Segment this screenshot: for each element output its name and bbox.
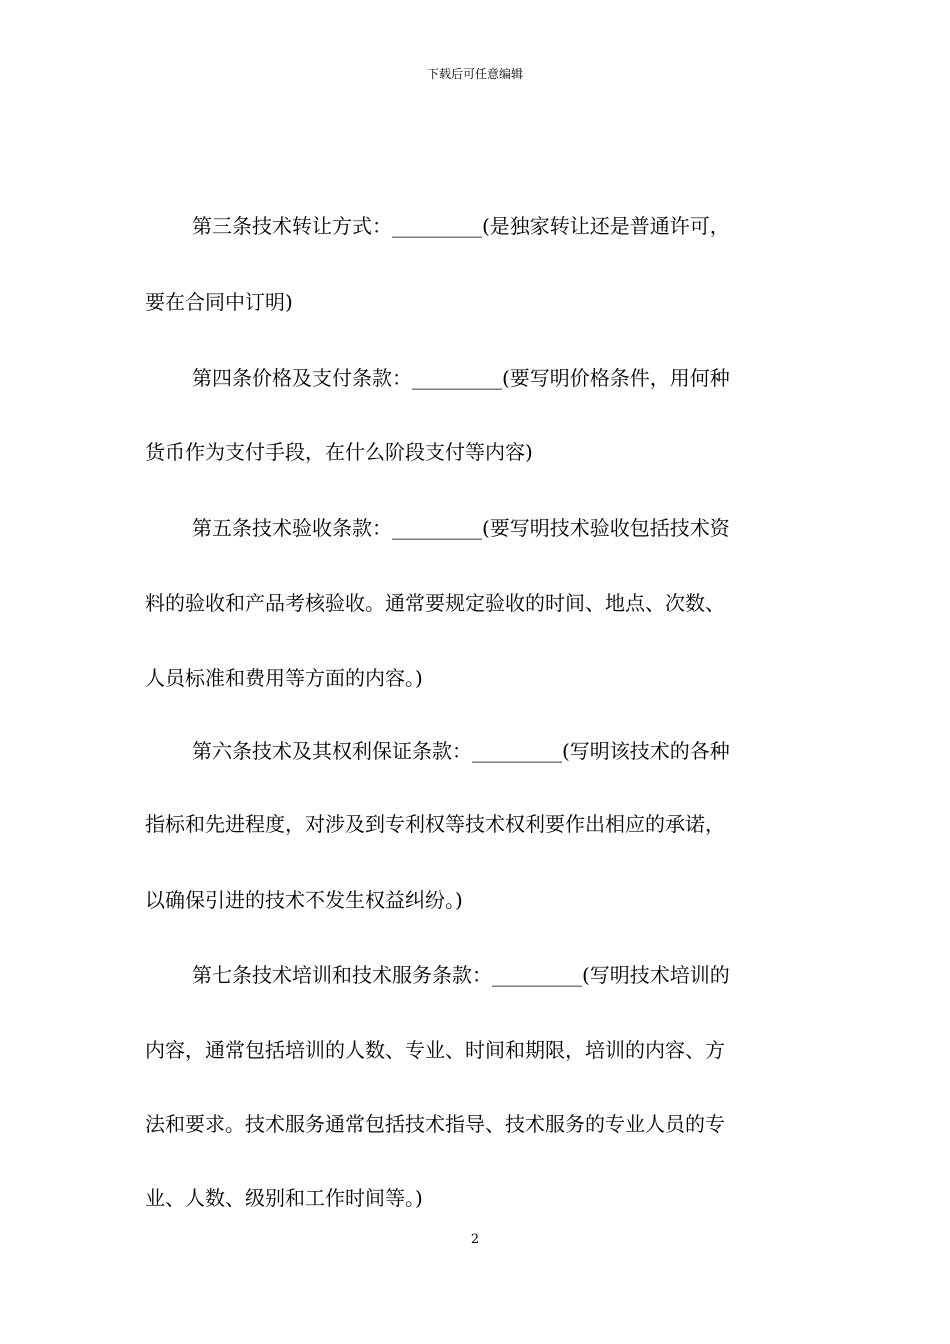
article-3-line-1: 第三条技术转让方式：_________(是独家转让还是普通许可， bbox=[192, 214, 730, 238]
article-3-line-2: 要在合同中订明) bbox=[145, 290, 293, 314]
article-4-line-1: 第四条价格及支付条款：_________(要写明价格条件，用何种 bbox=[192, 366, 730, 390]
page-header: 下载后可任意编辑 bbox=[426, 67, 523, 81]
article-7-line-4: 业、人数、级别和工作时间等。) bbox=[145, 1186, 423, 1210]
article-5-line-3: 人员标准和费用等方面的内容。) bbox=[145, 666, 423, 690]
article-6-line-2: 指标和先进程度，对涉及到专利权等技术权利要作出相应的承诺， bbox=[145, 812, 725, 836]
article-7-line-2: 内容，通常包括培训的人数、专业、时间和期限，培训的内容、方 bbox=[145, 1038, 725, 1062]
article-7-line-1: 第七条技术培训和技术服务条款：_________(写明技术培训的 bbox=[192, 963, 730, 987]
page-number: 2 bbox=[470, 1232, 480, 1247]
article-6-line-3: 以确保引进的技术不发生权益纠纷。) bbox=[145, 888, 463, 912]
article-5-line-1: 第五条技术验收条款：_________(要写明技术验收包括技术资 bbox=[192, 516, 730, 540]
article-5-line-2: 料的验收和产品考核验收。通常要规定验收的时间、地点、次数、 bbox=[145, 591, 725, 615]
article-7-line-3: 法和要求。技术服务通常包括技术指导、技术服务的专业人员的专 bbox=[145, 1112, 725, 1136]
article-4-line-2: 货币作为支付手段，在什么阶段支付等内容) bbox=[145, 440, 533, 464]
article-6-line-1: 第六条技术及其权利保证条款：_________(写明该技术的各种 bbox=[192, 739, 730, 763]
